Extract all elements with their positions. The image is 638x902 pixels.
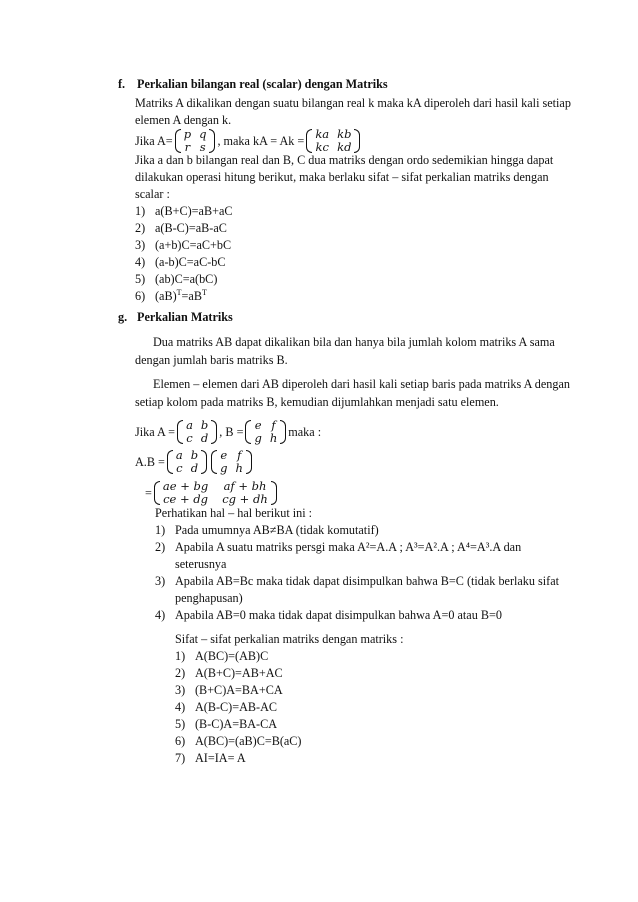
matrix-cell: a bbox=[175, 448, 183, 462]
matrix-ka bbox=[306, 128, 360, 154]
matrix-cell: f bbox=[271, 418, 276, 432]
matrix-cell: g bbox=[254, 431, 262, 445]
section-f-title: Perkalian bilangan real (scalar) dengan Matriks bbox=[137, 77, 388, 91]
section-g-title: Perkalian Matriks bbox=[137, 310, 233, 324]
section-f-para-line3: scalar : bbox=[135, 187, 170, 201]
matrix-cell: q bbox=[199, 127, 207, 141]
section-f-intro-line1: Matriks A dikalikan dengan suatu bilangan real k maka kA diperoleh dari hasil kali setiap bbox=[135, 96, 571, 110]
matrix-cell: kb bbox=[337, 127, 352, 141]
list-item: 7) AI=IA= A bbox=[175, 751, 246, 765]
section-f-intro-line2: elemen A dengan k. bbox=[135, 113, 232, 127]
matrix-cell: cg + dh bbox=[222, 492, 268, 506]
list-item: 2) a(B-C)=aB-aC bbox=[135, 221, 227, 235]
list-item: 4) Apabila AB=0 maka tidak dapat disimpulkan bahwa A=0 atau B=0 bbox=[155, 608, 502, 622]
matrix-cell: f bbox=[237, 448, 242, 462]
result-row bbox=[145, 480, 279, 506]
section-f-jika-mid: , maka kA = Ak = bbox=[217, 133, 305, 148]
matrix-a-abcd bbox=[177, 419, 217, 445]
matrix-a-pqrs bbox=[175, 128, 216, 154]
list-item: 4) (a-b)C=aC-bC bbox=[135, 255, 226, 269]
list-item: 2) Apabila A suatu matriks persgi maka A²=A.A ; A³=A².A ; A⁴=A³.A dan bbox=[155, 540, 522, 554]
section-g-jika-prefix: Jika A = bbox=[135, 424, 176, 439]
matrix-cell: e bbox=[254, 418, 262, 432]
matrix-cell: g bbox=[220, 461, 228, 475]
list-item: 3) (B+C)A=BA+CA bbox=[175, 683, 283, 697]
list-item: 6) A(BC)=(aB)C=B(aC) bbox=[175, 734, 302, 748]
list-item-continuation: penghapusan) bbox=[175, 591, 243, 605]
matrix-cell: af + bh bbox=[223, 479, 267, 493]
list-item: 1) A(BC)=(AB)C bbox=[175, 649, 269, 663]
section-f-jika-row bbox=[135, 128, 362, 154]
matrix-result bbox=[154, 480, 277, 506]
matrix-cell: b bbox=[200, 418, 209, 432]
list-item-continuation: seterusnya bbox=[175, 557, 227, 571]
section-g-jika-suffix: maka : bbox=[288, 424, 322, 439]
matrix-cell: c bbox=[186, 431, 193, 445]
matrix-cell: h bbox=[235, 461, 243, 475]
matrix-cell: ka bbox=[315, 127, 330, 141]
matrix-cell: kd bbox=[337, 140, 352, 154]
section-g-p2-line1: Elemen – elemen dari AB diperoleh dari hasil kali setiap baris pada matriks A dengan bbox=[153, 377, 570, 391]
list-item: 5) (B-C)A=BA-CA bbox=[175, 717, 278, 731]
section-g-p1-line1: Dua matriks AB dapat dikalikan bila dan hanya bila jumlah kolom matriks A sama bbox=[153, 335, 555, 349]
section-f-jika-prefix: Jika A= bbox=[135, 133, 173, 148]
section-f-marker: f. bbox=[118, 77, 126, 91]
matrix-cell: ce + dg bbox=[163, 492, 208, 506]
matrix-cell: p bbox=[183, 127, 192, 141]
sifat-title: Sifat – sifat perkalian matriks dengan matriks : bbox=[175, 632, 404, 646]
matrix-b-efgh-product bbox=[211, 449, 252, 475]
section-g-marker: g. bbox=[118, 310, 128, 324]
matrix-cell: b bbox=[190, 448, 199, 462]
section-g-jika-row bbox=[135, 419, 321, 445]
matrix-cell: s bbox=[199, 140, 206, 154]
eq-prefix: = bbox=[145, 485, 152, 500]
matrix-cell: ae + bg bbox=[162, 479, 209, 493]
perhatikan-text: Perhatikan hal – hal berikut ini : bbox=[155, 506, 313, 520]
section-f-para-line2: dilakukan operasi hitung berikut, maka berlaku sifat – sifat perkalian matriks dengan bbox=[135, 170, 549, 184]
matrix-cell: r bbox=[184, 140, 191, 154]
matrix-cell: a bbox=[186, 418, 193, 432]
ab-product-row bbox=[135, 449, 254, 475]
list-item: 1) Pada umumnya AB≠BA (tidak komutatif) bbox=[155, 523, 379, 537]
matrix-cell: d bbox=[190, 461, 199, 475]
section-g-p1-line2: dengan jumlah baris matriks B. bbox=[135, 353, 288, 367]
matrix-cell: h bbox=[269, 431, 278, 445]
section-f-para-line1: Jika a dan b bilangan real dan B, C dua matriks dengan ordo sedemikian hingga dapat bbox=[135, 153, 554, 167]
matrix-cell: d bbox=[200, 431, 209, 445]
matrix-a-abcd-product bbox=[167, 449, 207, 475]
list-item: 5) (ab)C=a(bC) bbox=[135, 272, 218, 286]
matrix-cell: e bbox=[220, 448, 228, 462]
matrix-cell: kc bbox=[315, 140, 329, 154]
list-item: 3) Apabila AB=Bc maka tidak dapat disimpulkan bahwa B=C (tidak berlaku sifat bbox=[155, 574, 560, 588]
list-item: 4) A(B-C)=AB-AC bbox=[175, 700, 278, 714]
section-g-p2-line2: setiap kolom pada matriks B, kemudian dijumlahkan menjadi satu elemen. bbox=[135, 395, 499, 409]
ab-prefix: A.B = bbox=[135, 454, 165, 469]
matrix-b-efgh bbox=[245, 419, 286, 445]
section-g-jika-mid: , B = bbox=[219, 424, 244, 439]
list-item: 6) $(aB)^T=aB^T$ bbox=[135, 287, 207, 303]
list-item: 1) a(B+C)=aB+aC bbox=[135, 204, 233, 218]
matrix-cell: c bbox=[176, 461, 183, 475]
list-item: 2) A(B+C)=AB+AC bbox=[175, 666, 283, 680]
list-item: 3) (a+b)C=aC+bC bbox=[135, 238, 232, 252]
